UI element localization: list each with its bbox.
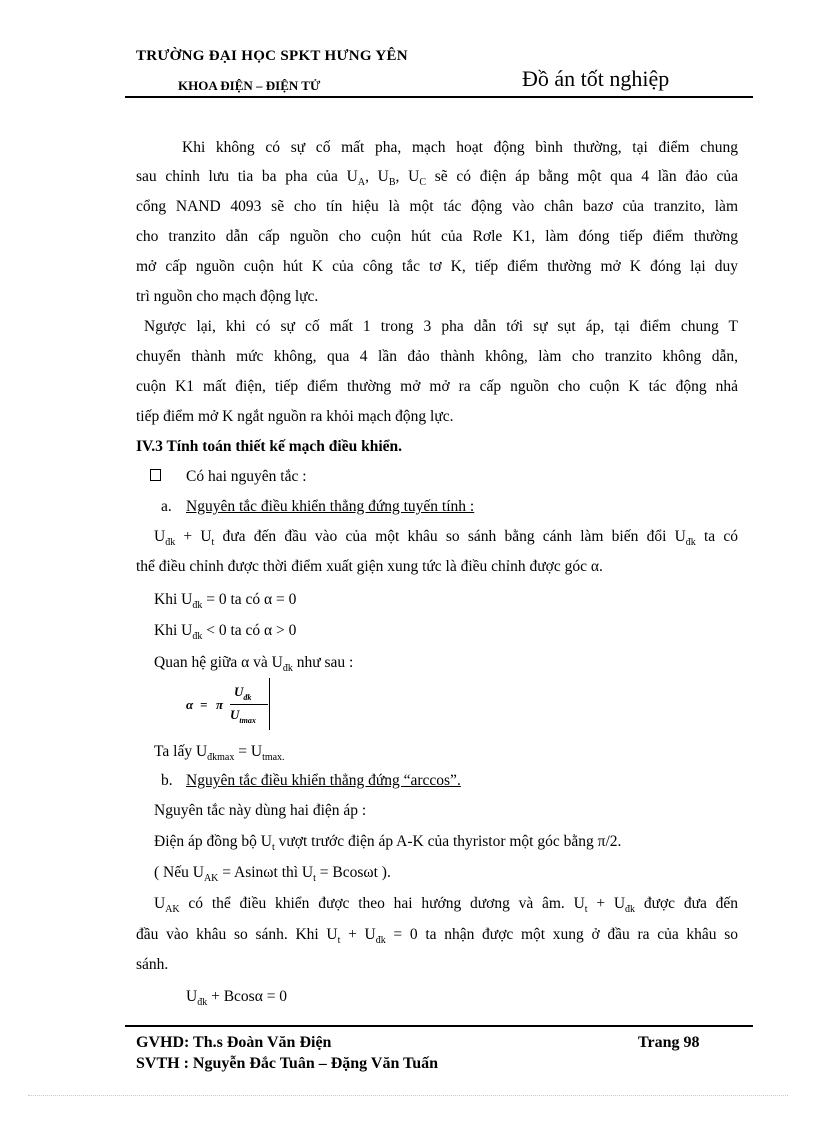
- bullet-text: Có hai nguyên tắc :: [186, 468, 307, 485]
- b-line3: ( Nếu $U_{AK} = Asin\omega t$ thì $U_t = Bcos\omega t$ ).: [154, 864, 391, 884]
- p2-line1: Ngược lại, khi có sự cố mất 1 trong 3 pha dẫn tới sự sụt áp, tại điểm chung T: [144, 318, 738, 335]
- p1-line3: cổng NAND 4093 sẽ cho tín hiệu là một tác động vào chân bazơ của tranzito, làm: [136, 198, 738, 215]
- a-line3: Khi $U_{đk} = 0$ ta có α = 0: [154, 591, 297, 611]
- footer-page-number: Trang 98: [638, 1034, 700, 1051]
- formula-bar: [269, 678, 270, 730]
- p1-line6: trì nguồn cho mạch động lực.: [136, 288, 319, 305]
- section-heading: IV.3 Tính toán thiết kế mạch điều khiển.: [136, 438, 403, 455]
- p1-line1: Khi không có sự cố mất pha, mạch hoạt động bình thường, tại điểm chung: [182, 139, 738, 156]
- alpha-formula: α = π $U_{đk}$ $U_{tmax}$: [186, 680, 272, 730]
- header-rule: [125, 96, 753, 98]
- header-school: TRƯỜNG ĐẠI HỌC SPKT HƯNG YÊN: [136, 48, 408, 64]
- p1-line4: cho tranzito dẫn cấp nguồn cho cuộn hút của Rơle K1, làm đóng tiếp điểm thường: [136, 228, 738, 245]
- b-line2: Điện áp đồng bộ $U_t$ vượt trước điện áp A-K của thyristor một góc bằng π/2.: [154, 833, 622, 853]
- b-line1: Nguyên tắc này dùng hai điện áp :: [154, 802, 367, 819]
- p1-line2: sau chỉnh lưu tia ba pha của $U_A$, $U_B$, $U_C$ sẽ có điện áp bằng một qua 4 lần đảo của: [136, 168, 738, 188]
- p2-line3: cuộn K1 mất điện, tiếp điểm thường mở mở ra cấp nguồn cho cuộn K tác động nhả: [136, 378, 738, 395]
- a-title: Nguyên tắc điều khiển thẳng đứng tuyến tính :: [186, 498, 475, 515]
- b-line7: $U_{đk} + Bcos\alpha = 0$: [186, 988, 288, 1008]
- footer-rule: [125, 1025, 753, 1027]
- b-marker: b.: [161, 772, 173, 789]
- p1-line5: mở cấp nguồn cuộn hút K của công tắc tơ K, tiếp điểm thường mở K đóng lại duy: [136, 258, 738, 275]
- b-line6: sánh.: [136, 956, 169, 973]
- a-marker: a.: [161, 498, 172, 515]
- header-doc-title: Đồ án tốt nghiệp: [522, 66, 670, 91]
- header-faculty: KHOA ĐIỆN – ĐIỆN TỬ: [178, 78, 321, 93]
- a-line2: thể điều chỉnh được thời điểm xuất giện xung tức là điều chỉnh được góc α.: [136, 558, 603, 575]
- p2-line2: chuyển thành mức không, qua 4 lần đảo thành không, làm cho tranzito không dẫn,: [136, 348, 738, 365]
- bullet-box-icon: [150, 467, 161, 487]
- a-line1: $U_{đk} + U_t$ đưa đến đầu vào của một khâu so sánh bằng cánh làm biến đổi $U_{đk}$ ta có: [154, 528, 738, 548]
- page-edge-dots: [28, 1095, 788, 1096]
- footer-gvhd: GVHD: Th.s Đoàn Văn Điện: [136, 1034, 332, 1051]
- b-line5: đầu vào khâu so sánh. Khi $U_t + U_{đk} = 0$ ta nhận được một xung ở đầu ra của khâu so: [136, 926, 739, 946]
- a-line5: Quan hệ giữa α và $U_{đk}$ như sau :: [154, 654, 354, 674]
- a-line4: Khi $U_{đk} < 0$ ta có α > 0: [154, 622, 297, 642]
- a-line6: Ta lấy $U_{đkmax} = U_{tmax.}$: [154, 743, 285, 763]
- b-title: Nguyên tắc điều khiển thẳng đứng “arccos”.: [186, 772, 461, 789]
- p2-line4: tiếp điểm mở K ngắt nguồn ra khỏi mạch động lực.: [136, 408, 454, 425]
- b-line4: $U_{AK}$ có thể điều khiển được theo hai hướng dương và âm. $U_t + U_{đk}$ được đưa đến: [154, 895, 738, 915]
- footer-svth: SVTH : Nguyễn Đắc Tuân – Đặng Văn Tuấn: [136, 1055, 439, 1072]
